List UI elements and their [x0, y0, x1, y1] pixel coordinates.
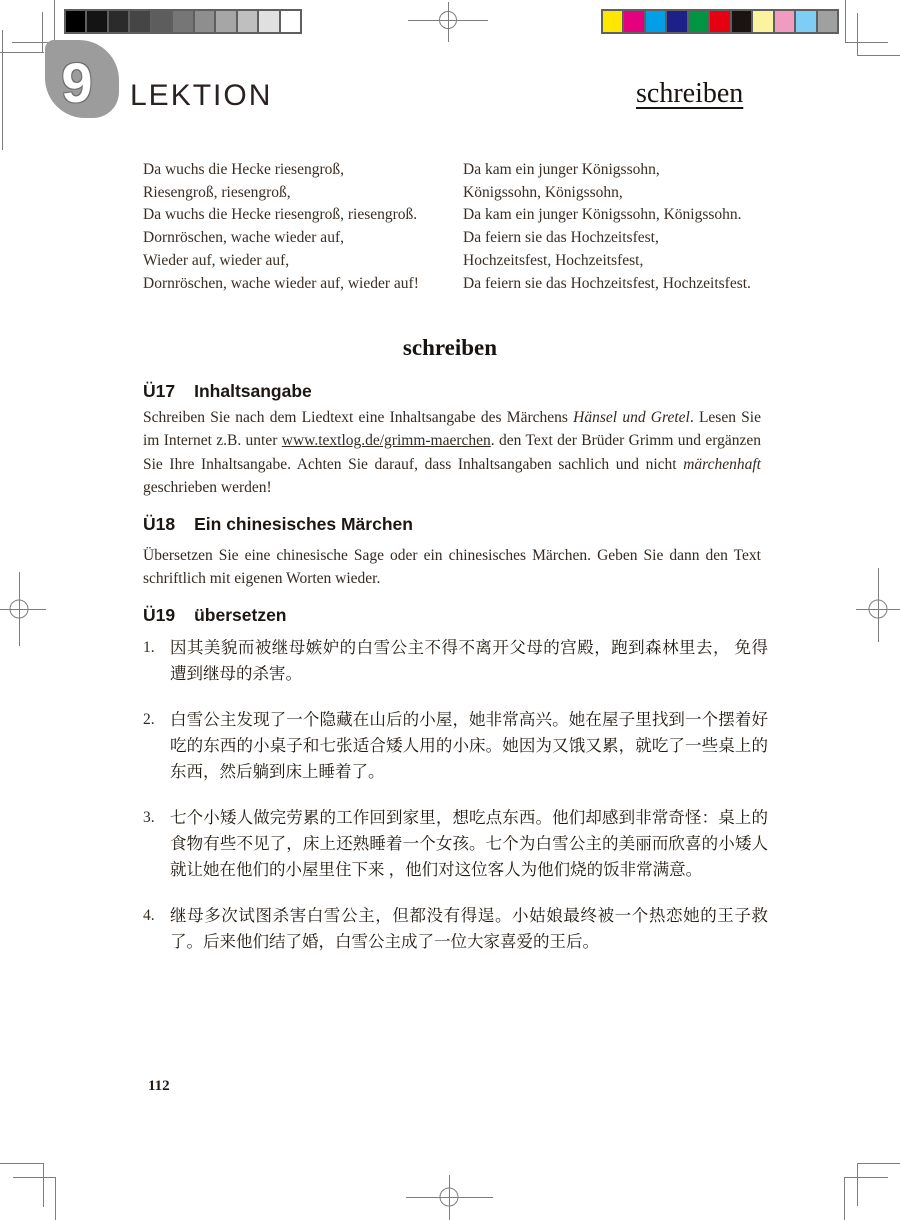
song-line: Da feiern sie das Hochzeitsfest,: [463, 229, 659, 247]
text-segment-italic: Hänsel und Gretel: [573, 409, 690, 426]
song-line: Da feiern sie das Hochzeitsfest, Hochzeitsfest.: [463, 274, 751, 292]
color-swatch: [689, 11, 710, 32]
list-item-text: 白雪公主发现了一个隐藏在山后的小屋，她非常高兴。她在屋子里找到一个摆着好吃的东西的小桌子和七张适合矮人用的小床。她因为又饿又累，就吃了一些桌上的东西，然后躺到床上睡着了。: [170, 710, 768, 781]
text-segment: Übersetzen Sie eine chinesische Sage oder ein chinesisches Märchen. Geben Sie dann den Text schriftlich mit eigenen Worten wieder.: [143, 547, 761, 588]
text-segment: . den Text der Brüder Grimm und ergänzen Sie Ihre Inhaltsangabe. Achten Sie darauf, dass Inhaltsangaben sachlich und nicht: [143, 432, 761, 473]
list-item-number: 3.: [143, 809, 155, 826]
color-swatch: [753, 11, 774, 32]
grayscale-calibration-bar: [64, 9, 302, 34]
color-swatch: [732, 11, 753, 32]
exercise-u17-heading: [143, 381, 312, 402]
song-line: Da kam ein junger Königssohn, Königssohn.: [463, 206, 742, 224]
list-item-text: 因其美貌而被继母嫉妒的白雪公主不得不离开父母的宫殿，跑到森林里去， 免得遭到继母的杀害。: [170, 638, 768, 683]
grayscale-swatch: [109, 11, 130, 32]
song-lyrics: [143, 159, 783, 295]
text-segment: geschrieben werden!: [143, 479, 272, 497]
text-segment: . Lesen Sie im Internet z.B. unter: [143, 409, 761, 450]
grayscale-swatch: [216, 11, 237, 32]
lesson-label: LEKTION: [130, 79, 273, 112]
grayscale-swatch: [281, 11, 300, 32]
lesson-number: 9: [61, 50, 93, 114]
grayscale-swatch: [173, 11, 194, 32]
color-swatch: [775, 11, 796, 32]
exercise-label: Ü18: [143, 514, 176, 534]
page-section-label: schreiben: [636, 78, 744, 109]
list-item-number: 1.: [143, 639, 155, 656]
section-heading: schreiben: [402, 335, 498, 360]
song-line: Wieder auf, wieder auf,: [143, 251, 290, 269]
page-number: 112: [148, 1078, 170, 1094]
list-item-text: 七个小矮人做完劳累的工作回到家里，想吃点东西。他们却感到非常奇怪：桌上的食物有些不见了，床上还熟睡着一个女孩。七个为白雪公主的美丽而欣喜的小矮人就让她在他们的小屋里住下来 ，他们对这位客人为他们烧的饭非常满意。: [170, 808, 768, 879]
song-column-left: [143, 159, 463, 295]
song-line: Riesengroß, riesengroß,: [143, 183, 291, 201]
color-swatch: [818, 11, 837, 32]
color-swatch: [603, 11, 624, 32]
song-line: Da wuchs die Hecke riesengroß,: [143, 161, 344, 178]
exercise-u19-heading: [143, 605, 287, 626]
exercise-title: Inhaltsangabe: [194, 381, 312, 401]
exercise-label: Ü19: [143, 605, 176, 625]
list-item: [143, 707, 768, 785]
song-column-right: [463, 159, 783, 295]
text-segment: Schreiben Sie nach dem Liedtext eine Inhaltsangabe des Märchens: [143, 409, 574, 426]
color-calibration-bar: [601, 9, 839, 34]
exercise-title: Ein chinesisches Märchen: [194, 514, 413, 534]
text-segment-italic: märchenhaft: [683, 455, 761, 473]
color-swatch: [646, 11, 667, 32]
grayscale-swatch: [238, 11, 259, 32]
song-line: Dornröschen, wache wieder auf, wieder auf!: [143, 274, 419, 292]
song-line: Da wuchs die Hecke riesengroß, riesengroß.: [143, 206, 418, 224]
list-item-number: 2.: [143, 711, 155, 728]
color-swatch: [796, 11, 817, 32]
exercise-label: Ü17: [143, 381, 176, 401]
color-swatch: [667, 11, 688, 32]
lesson-number-badge: [45, 40, 119, 118]
list-item-number: 4.: [143, 907, 155, 924]
color-swatch: [710, 11, 731, 32]
list-item: [143, 903, 768, 955]
grayscale-swatch: [195, 11, 216, 32]
grayscale-swatch: [130, 11, 151, 32]
color-swatch: [624, 11, 645, 32]
list-item-text: 继母多次试图杀害白雪公主，但都没有得逞。小姑娘最终被一个热恋她的王子救了。后来他们结了婚，白雪公主成了一位大家喜爱的王后。: [170, 906, 768, 951]
list-item: [143, 805, 768, 883]
song-line: Dornröschen, wache wieder auf,: [143, 229, 344, 247]
song-line: Königssohn, Königssohn,: [463, 183, 623, 201]
exercise-u17-text: [143, 406, 761, 500]
translation-item-list: [143, 635, 768, 975]
text-segment-underline: www.textlog.de/grimm-maerchen: [281, 432, 491, 450]
grayscale-swatch: [87, 11, 108, 32]
exercise-u18-text: [143, 544, 761, 591]
grayscale-swatch: [66, 11, 87, 32]
exercise-u18-heading: [143, 514, 413, 535]
list-item: [143, 635, 768, 687]
grayscale-swatch: [259, 11, 280, 32]
grayscale-swatch: [152, 11, 173, 32]
song-line: Da kam ein junger Königssohn,: [463, 161, 660, 178]
song-line: Hochzeitsfest, Hochzeitsfest,: [463, 251, 644, 269]
exercise-title: übersetzen: [194, 605, 287, 625]
